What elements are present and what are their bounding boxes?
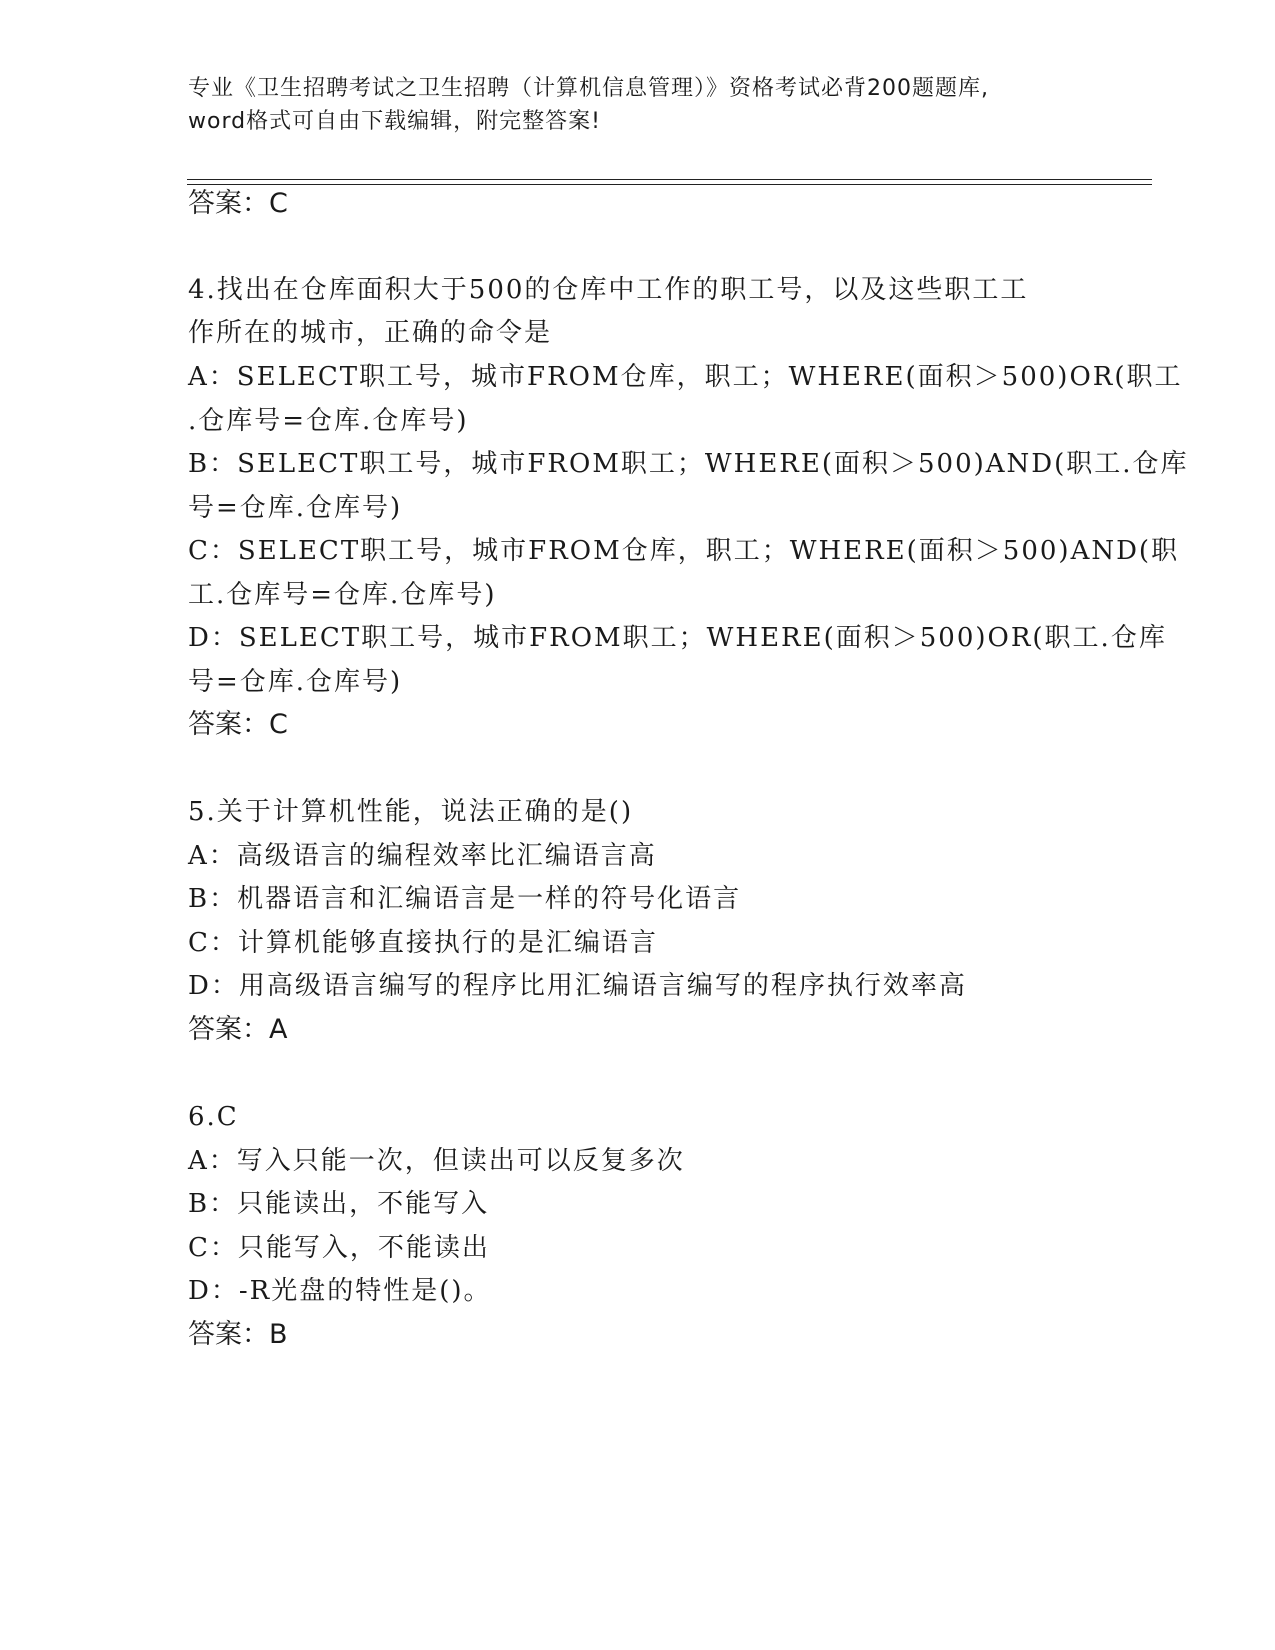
q4-stem-line2: 作所在的城市，正确的命令是 <box>188 318 553 348</box>
q4-option-d-line2: 号=仓库.仓库号) <box>188 667 403 697</box>
q5-option-c: C：计算机能够直接执行的是汇编语言 <box>188 928 658 958</box>
header-title-line1: 专业《卫生招聘考试之卫生招聘（计算机信息管理）》资格考试必背200题题库, <box>188 76 989 101</box>
q4-option-a-line1: A：SELECT职工号，城市FROM仓库，职工；WHERE(面积＞500)OR(职工 <box>188 362 1183 392</box>
q4-option-d-line1: D：SELECT职工号，城市FROM职工；WHERE(面积＞500)OR(职工.仓库 <box>188 623 1167 653</box>
q6-stem: 6.C <box>188 1102 239 1132</box>
q5-option-a: A：高级语言的编程效率比汇编语言高 <box>188 841 657 871</box>
q4-option-c-line2: 工.仓库号=仓库.仓库号) <box>188 580 497 610</box>
header-divider-bottom <box>187 184 1152 185</box>
q4-option-c-line1: C：SELECT职工号，城市FROM仓库，职工；WHERE(面积＞500)AND(职 <box>188 536 1180 566</box>
q4-option-b-line1: B：SELECT职工号，城市FROM职工；WHERE(面积＞500)AND(职工.仓库 <box>188 449 1189 479</box>
q6-option-a: A：写入只能一次，但读出可以反复多次 <box>188 1146 685 1176</box>
document-header <box>188 72 1088 138</box>
q5-option-b: B：机器语言和汇编语言是一样的符号化语言 <box>188 884 742 914</box>
q6-option-d: D：-R光盘的特性是()。 <box>188 1276 492 1306</box>
q5-option-d: D：用高级语言编写的程序比用汇编语言编写的程序执行效率高 <box>188 971 967 1001</box>
q4-stem-line1: 4.找出在仓库面积大于500的仓库中工作的职工号，以及这些职工工 <box>188 275 1029 305</box>
header-title-line2: word格式可自由下载编辑，附完整答案! <box>188 109 601 134</box>
q6-option-c: C：只能写入，不能读出 <box>188 1233 490 1263</box>
answer-previous: 答案：C <box>188 188 288 219</box>
q5-stem: 5.关于计算机性能，说法正确的是() <box>188 797 634 827</box>
q4-answer: 答案：C <box>188 709 288 740</box>
header-divider-top <box>187 179 1152 180</box>
q5-answer: 答案：A <box>188 1014 288 1045</box>
q6-answer: 答案：B <box>188 1319 288 1350</box>
q4-option-a-line2: .仓库号=仓库.仓库号) <box>188 406 469 436</box>
q4-option-b-line2: 号=仓库.仓库号) <box>188 493 403 523</box>
q6-option-b: B：只能读出，不能写入 <box>188 1189 490 1219</box>
